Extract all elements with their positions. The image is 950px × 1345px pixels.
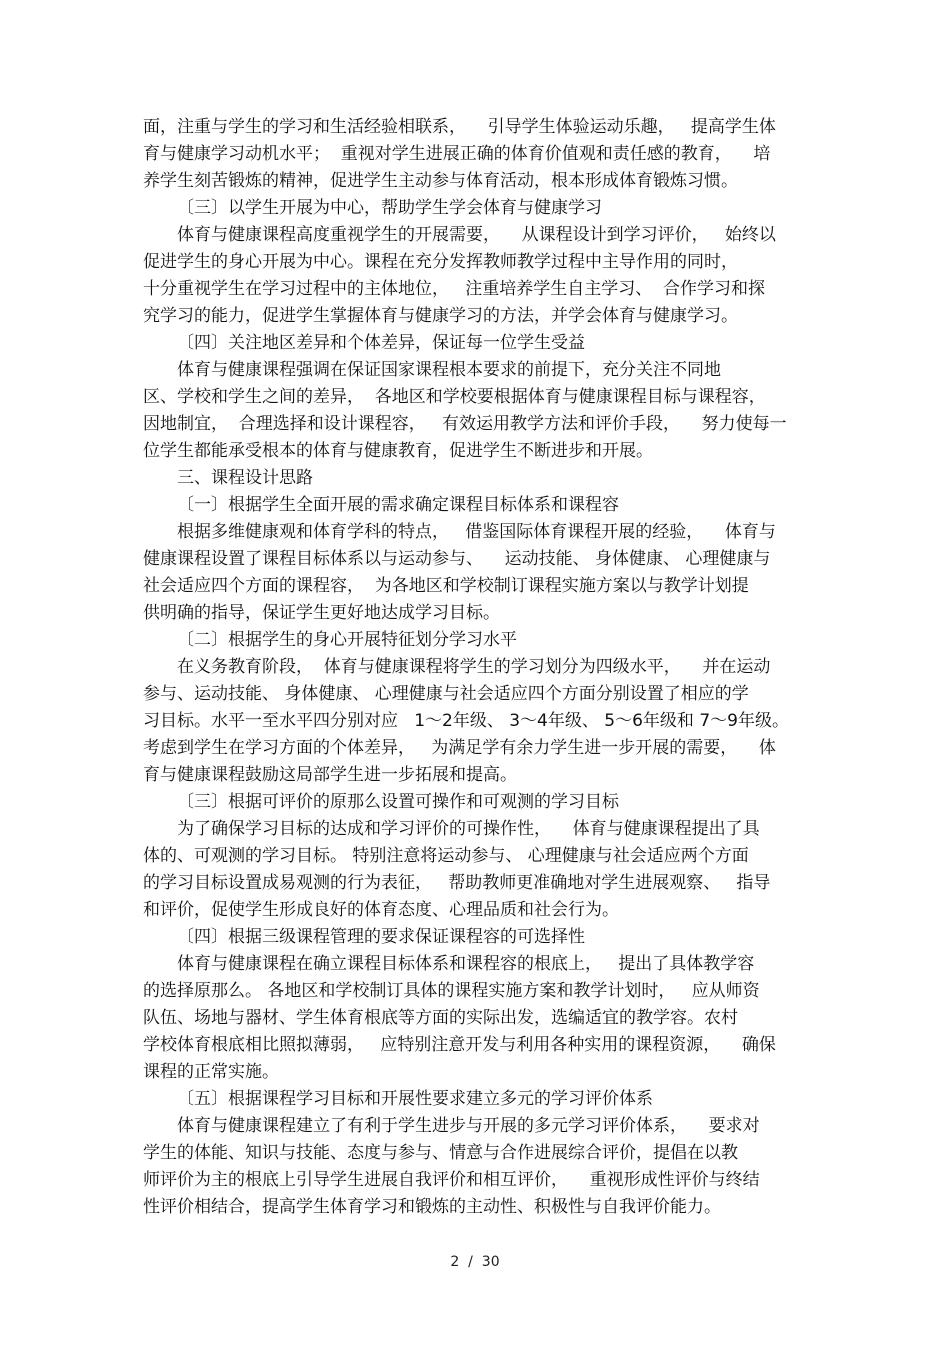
section-heading: 〔一〕根据学生全面开展的需求确定课程目标体系和课程容 xyxy=(177,495,619,515)
text-line: 区、学校和学生之间的差异， 各地区和学校要根据体育与健康课程目标与课程容， xyxy=(143,387,766,407)
text-line: 和评价，促使学生形成良好的体育态度、心理品质和社会行为。 xyxy=(143,900,619,920)
text-line: 体的、可观测的学习目标。 特别注意将运动参与、 心理健康与社会适应两个方面 xyxy=(143,846,749,866)
text-line: 体育与健康课程高度重视学生的开展需要， 从课程设计到学习评价， 始终以 xyxy=(177,225,776,245)
text-line: 十分重视学生在学习过程中的主体地位， 注重培养学生自主学习、 合作学习和探 xyxy=(143,279,766,299)
text-line: 育与健康学习动机水平； 重视对学生进展正确的体育价值观和责任感的教育， 培 xyxy=(143,144,771,164)
text-line: 队伍、场地与器材、学生体育根底等方面的实际出发，选编适宜的教学容。农村 xyxy=(143,1008,738,1028)
section-heading: 〔三〕根据可评价的原那么设置可操作和可观测的学习目标 xyxy=(177,792,619,812)
section-heading: 〔四〕关注地区差异和个体差异，保证每一位学生受益 xyxy=(177,333,585,353)
text-line: 性评价相结合，提高学生体育学习和锻炼的主动性、积极性与自我评价能力。 xyxy=(143,1197,721,1217)
text-line: 养学生刻苦锻炼的精神，促进学生主动参与体育活动，根本形成体育锻炼习惯。 xyxy=(143,171,738,191)
section-heading: 三、课程设计思路 xyxy=(177,468,313,488)
text-line: 育与健康课程鼓励这局部学生进一步拓展和提高。 xyxy=(143,765,517,785)
text-line: 社会适应四个方面的课程容， 为各地区和学校制订课程实施方案以与教学计划提 xyxy=(143,576,749,596)
text-line: 促进学生的身心开展为中心。课程在充分发挥教师教学过程中主导作用的同时， xyxy=(143,252,738,272)
section-heading: 〔三〕以学生开展为中心，帮助学生学会体育与健康学习 xyxy=(177,198,602,218)
text-line: 面，注重与学生的学习和生活经验相联系， 引导学生体验运动乐趣， 提高学生体 xyxy=(143,117,776,137)
text-line: 学校体育根底相比照拟薄弱， 应特别注意开发与利用各种实用的课程资源， 确保 xyxy=(143,1035,776,1055)
section-heading: 〔五〕根据课程学习目标和开展性要求建立多元的学习评价体系 xyxy=(177,1089,653,1109)
text-line: 体育与健康课程在确立课程目标体系和课程容的根底上， 提出了具体教学容 xyxy=(177,954,755,974)
text-line: 学生的体能、知识与技能、态度与参与、情意与合作进展综合评价，提倡在以教 xyxy=(143,1143,738,1163)
text-line: 健康课程设置了课程目标体系以与运动参与、 运动技能、 身体健康、 心理健康与 xyxy=(143,549,771,569)
text-line: 在义务教育阶段， 体育与健康课程将学生的学习划分为四级水平， 并在运动 xyxy=(177,657,771,677)
text-line: 位学生都能承受根本的体育与健康教育，促进学生不断进步和开展。 xyxy=(143,441,653,461)
text-line: 为了确保学习目标的达成和学习评价的可操作性， 体育与健康课程提出了具 xyxy=(177,819,760,839)
text-line: 根据多维健康观和体育学科的特点， 借鉴国际体育课程开展的经验， 体育与 xyxy=(177,522,776,542)
page-number: 2 / 30 xyxy=(450,1254,500,1270)
text-line: 师评价为主的根底上引导学生进展自我评价和相互评价， 重视形成性评价与终结 xyxy=(143,1170,760,1190)
text-line: 习目标。水平一至水平四分别对应 1～2年级、 3～4年级、 5～6年级和 7～9年级。 xyxy=(143,711,789,731)
text-line: 供明确的指导，保证学生更好地达成学习目标。 xyxy=(143,603,500,623)
text-line: 因地制宜， 合理选择和设计课程容， 有效运用教学方法和评价手段， 努力使每一 xyxy=(143,414,787,434)
text-line: 参与、运动技能、 身体健康、 心理健康与社会适应四个方面分别设置了相应的学 xyxy=(143,684,749,704)
text-line: 体育与健康课程强调在保证国家课程根本要求的前提下，充分关注不同地 xyxy=(177,360,721,380)
text-line: 体育与健康课程建立了有利于学生进步与开展的多元学习评价体系， 要求对 xyxy=(177,1116,760,1136)
section-heading: 〔二〕根据学生的身心开展特征划分学习水平 xyxy=(177,630,517,650)
text-line: 的学习目标设置成易观测的行为表征， 帮助教师更准确地对学生进展观察、 指导 xyxy=(143,873,771,893)
section-heading: 〔四〕根据三级课程管理的要求保证课程容的可选择性 xyxy=(177,927,585,947)
text-line: 究学习的能力，促进学生掌握体育与健康学习的方法，并学会体育与健康学习。 xyxy=(143,306,738,326)
text-line: 考虑到学生在学习方面的个体差异， 为满足学有余力学生进一步开展的需要， 体 xyxy=(143,738,776,758)
text-line: 课程的正常实施。 xyxy=(143,1062,279,1082)
text-line: 的选择原那么。 各地区和学校制订具体的课程实施方案和教学计划时， 应从师资 xyxy=(143,981,760,1001)
